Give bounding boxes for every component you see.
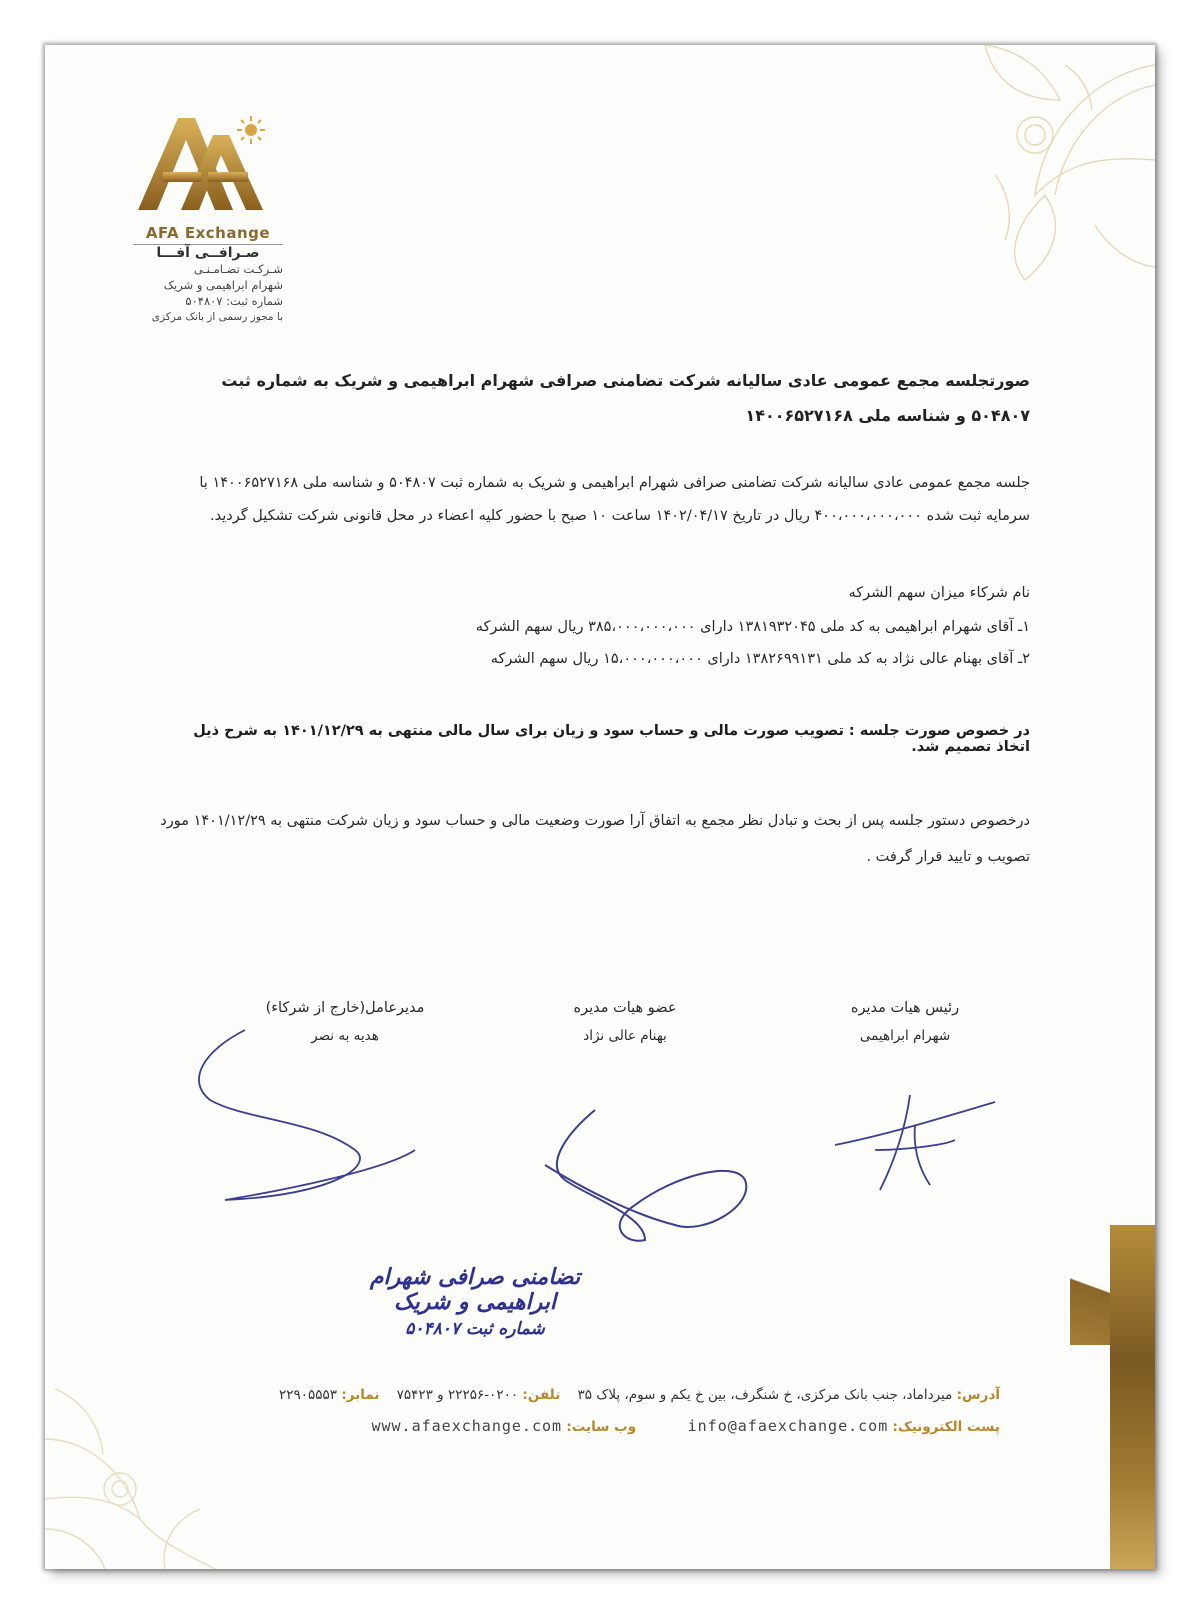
signatory-role: عضو هیات مدیره <box>573 1000 677 1016</box>
logo-registration: شماره ثبت: ۵۰۴۸۰۷ <box>185 294 283 308</box>
signature-ceo <box>185 1020 425 1210</box>
company-stamp <box>345 1265 605 1355</box>
email-label: پست الکترونیک: <box>892 1419 1000 1435</box>
shareholder-row: ۱ـ آقای شهرام ابراهیمی به کد ملی ۱۳۸۱۹۳۲۰۴۵ دارای ۳۸۵،۰۰۰،۰۰۰،۰۰۰ ریال سهم الشرکه <box>475 619 1030 635</box>
document-title: صورتجلسه مجمع عمومی عادی سالیانه شرکت تضامنی صرافی شهرام ابراهیمی و شریک به شماره ثبت ۵۰۴۸۰۷ و شناسه ملی ۱۴۰۰۶۵۲۷۱۶۸ <box>221 371 1030 425</box>
signatory-role: مدیرعامل(خارج از شرکاء) <box>265 1000 425 1016</box>
logo-brand-fa: صـرافــی آفـــا <box>133 244 283 261</box>
stamp-company-name: تضامنی صرافی شهرام ابراهیمی و شریک <box>369 1265 581 1315</box>
email-link[interactable]: info@afaexchange.com <box>687 1417 889 1435</box>
signatory-chairman <box>815 1000 995 1044</box>
logo-company-line1: شـرکـت تضـامـنـی <box>193 262 283 276</box>
stamp-registration: شماره ثبت ۵۰۴۸۰۷ <box>405 1319 545 1339</box>
fax-value: ۲۲۹۰۵۵۵۳ <box>279 1387 338 1403</box>
signature-chairman <box>835 1090 1005 1200</box>
logo-license: با مجوز رسمی از بانک مرکزی <box>151 311 283 323</box>
afa-logo-mark <box>133 110 283 220</box>
company-logo <box>133 110 283 330</box>
intro-paragraph: جلسه مجمع عمومی عادی سالیانه شرکت تضامنی صرافی شهرام ابراهیمی و شریک به شماره ثبت ۵۰۴۸۰۷ و شناسه ملی ۱۴۰۰۶۵۲۷۱۶۸ با سرمایه ثبت شده ۴۰۰،۰۰۰،۰۰۰،۰۰۰ ریال در تاریخ ۱۴۰۲/۰۴/۱۷ ساعت ۱۰ صبح با حضور کلیه اعضاء در محل قانونی شرکت تشکیل گردید. <box>199 475 1030 524</box>
shareholders-heading: نام شرکاء میزان سهم الشرکه <box>848 585 1030 601</box>
phone-value: ۰۲۰۰-۲۲۲۵۶ و ۷۵۴۲۳ <box>396 1387 519 1403</box>
signature-board-member <box>525 1105 765 1255</box>
footer-web-row <box>265 1417 1000 1435</box>
logo-brand-latin: AFA Exchange <box>145 224 271 242</box>
signatory-name: هدیه به نصر <box>311 1028 379 1044</box>
signatory-role: رئیس هیات مدیره <box>850 1000 960 1016</box>
website-link[interactable]: www.afaexchange.com <box>371 1417 563 1435</box>
mandala-ornament-bottom-left <box>45 1379 265 1569</box>
document-page <box>45 45 1155 1569</box>
fax-label: نمابر: <box>341 1387 380 1403</box>
footer-contact-row <box>265 1387 1000 1403</box>
website-label: وب سایت: <box>566 1419 637 1435</box>
signatory-board-member <box>535 1000 715 1044</box>
resolution-paragraph: درخصوص دستور جلسه پس از بحث و تبادل نظر مجمع به اتفاق آرا صورت وضعیت مالی و حساب سود و زیان شرکت منتهی به ۱۴۰۱/۱۲/۲۹ مورد تصویب و تایید قرار گرفت . <box>160 813 1030 865</box>
logo-company-line2: شهرام ابراهیمی و شریک <box>163 278 283 292</box>
address-value: میرداماد، جنب بانک مرکزی، خ شنگرف، بین خ یکم و سوم، پلاک ۳۵ <box>577 1387 953 1403</box>
gold-corner-band <box>1110 1225 1155 1569</box>
signatory-name: بهنام عالی نژاد <box>583 1028 667 1044</box>
shareholder-row: ۲ـ آقای بهنام عالی نژاد به کد ملی ۱۳۸۲۶۹۹۱۳۱ دارای ۱۵،۰۰۰،۰۰۰،۰۰۰ ریال سهم الشرکه <box>490 651 1030 667</box>
phone-label: تلفن: <box>522 1387 561 1403</box>
signatory-name: شهرام ابراهیمی <box>859 1028 951 1044</box>
address-label: آدرس: <box>956 1387 1000 1403</box>
agenda-statement: در خصوص صورت جلسه : تصویب صورت مالی و حساب سود و زیان برای سال مالی منتهی به ۱۴۰۱/۱۲/۲۹ به شرح ذیل اتخاذ تصمیم شد. <box>193 723 1030 755</box>
mandala-ornament-top-right <box>895 45 1155 305</box>
